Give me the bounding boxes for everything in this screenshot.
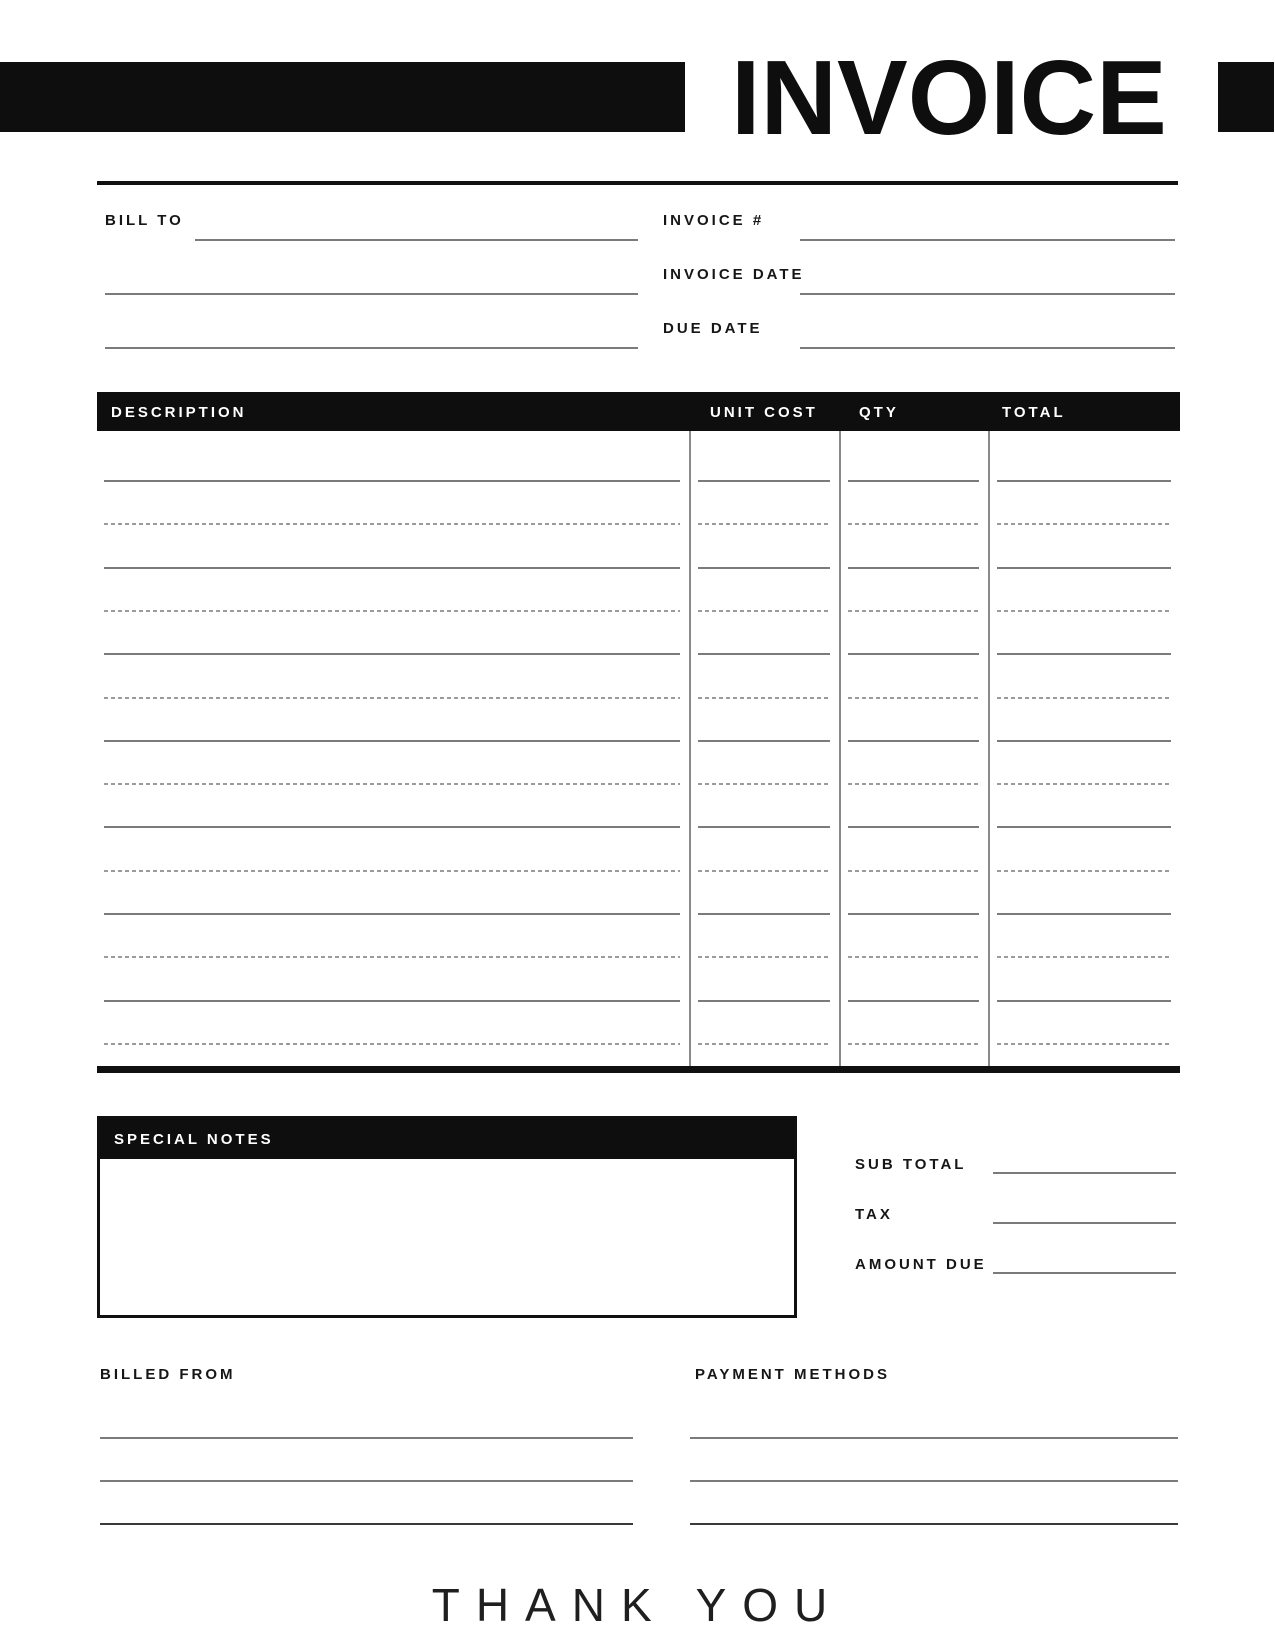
item-row-subline[interactable] (997, 610, 1171, 612)
invoice-date-line[interactable] (800, 293, 1175, 295)
items-column-0 (97, 431, 689, 1066)
item-row-subline[interactable] (698, 956, 830, 958)
payment-methods-line-2[interactable] (690, 1480, 1178, 1482)
due-date-label: DUE DATE (663, 320, 763, 337)
item-row-line[interactable] (104, 740, 680, 742)
item-row-subline[interactable] (104, 523, 680, 525)
item-row-line[interactable] (104, 480, 680, 482)
item-row-line[interactable] (848, 567, 979, 569)
column-header-unit-cost: UNIT COST (710, 404, 818, 421)
item-row-subline[interactable] (698, 870, 830, 872)
item-row-line[interactable] (997, 567, 1171, 569)
item-row-subline[interactable] (848, 523, 979, 525)
item-row-subline[interactable] (848, 1043, 979, 1045)
item-row-subline[interactable] (698, 523, 830, 525)
item-row-subline[interactable] (698, 1043, 830, 1045)
item-row-subline[interactable] (848, 610, 979, 612)
item-row-line[interactable] (698, 1000, 830, 1002)
thank-you-message: THANK YOU (431, 1579, 844, 1631)
item-row-line[interactable] (104, 653, 680, 655)
item-row-subline[interactable] (104, 697, 680, 699)
item-row-subline[interactable] (848, 697, 979, 699)
item-row-subline[interactable] (997, 956, 1171, 958)
invoice-date-label: INVOICE DATE (663, 266, 805, 283)
special-notes-box (97, 1116, 797, 1318)
bill-to-line-2[interactable] (105, 293, 638, 295)
item-row-subline[interactable] (997, 870, 1171, 872)
item-row-subline[interactable] (848, 956, 979, 958)
items-table-header (97, 392, 1180, 431)
item-row-line[interactable] (997, 1000, 1171, 1002)
sub-total-label: SUB TOTAL (855, 1156, 967, 1173)
item-row-subline[interactable] (104, 870, 680, 872)
item-row-line[interactable] (104, 567, 680, 569)
item-row-line[interactable] (997, 740, 1171, 742)
tax-line[interactable] (993, 1222, 1176, 1224)
item-row-subline[interactable] (104, 1043, 680, 1045)
payment-methods-line-1[interactable] (690, 1437, 1178, 1439)
invoice-number-label: INVOICE # (663, 212, 765, 229)
billed-from-line-3[interactable] (100, 1523, 633, 1525)
payment-methods-label: PAYMENT METHODS (695, 1366, 891, 1383)
special-notes-input-area[interactable] (100, 1159, 794, 1315)
page-title: INVOICE (731, 39, 1167, 157)
item-row-line[interactable] (104, 1000, 680, 1002)
item-row-subline[interactable] (104, 610, 680, 612)
item-row-subline[interactable] (104, 783, 680, 785)
item-row-line[interactable] (997, 653, 1171, 655)
column-header-qty: QTY (859, 404, 899, 421)
item-row-line[interactable] (698, 653, 830, 655)
items-column-1 (691, 431, 839, 1066)
item-row-line[interactable] (698, 913, 830, 915)
item-row-line[interactable] (698, 826, 830, 828)
due-date-line[interactable] (800, 347, 1175, 349)
item-row-line[interactable] (848, 826, 979, 828)
item-row-subline[interactable] (104, 956, 680, 958)
column-header-description: DESCRIPTION (111, 404, 247, 421)
item-row-line[interactable] (104, 913, 680, 915)
item-row-subline[interactable] (848, 870, 979, 872)
special-notes-header-bar (100, 1119, 794, 1159)
items-table-body (97, 431, 1180, 1073)
item-row-subline[interactable] (698, 697, 830, 699)
tax-label: TAX (855, 1206, 893, 1223)
item-row-line[interactable] (104, 826, 680, 828)
item-row-line[interactable] (698, 480, 830, 482)
item-row-line[interactable] (848, 913, 979, 915)
item-row-subline[interactable] (698, 610, 830, 612)
item-row-line[interactable] (848, 1000, 979, 1002)
header-black-bar (0, 62, 685, 132)
item-row-line[interactable] (848, 653, 979, 655)
special-notes-label: SPECIAL NOTES (114, 1131, 274, 1148)
item-row-line[interactable] (848, 480, 979, 482)
item-row-subline[interactable] (698, 783, 830, 785)
column-header-total: TOTAL (1002, 404, 1066, 421)
bill-to-line-1[interactable] (195, 239, 638, 241)
sub-total-line[interactable] (993, 1172, 1176, 1174)
items-column-2 (841, 431, 988, 1066)
item-row-subline[interactable] (997, 697, 1171, 699)
item-row-line[interactable] (997, 826, 1171, 828)
item-row-subline[interactable] (997, 783, 1171, 785)
item-row-line[interactable] (698, 740, 830, 742)
item-row-subline[interactable] (997, 1043, 1171, 1045)
top-rule-divider (97, 181, 1178, 185)
billed-from-line-1[interactable] (100, 1437, 633, 1439)
billed-from-line-2[interactable] (100, 1480, 633, 1482)
item-row-line[interactable] (848, 740, 979, 742)
amount-due-label: AMOUNT DUE (855, 1256, 987, 1273)
bill-to-line-3[interactable] (105, 347, 638, 349)
item-row-line[interactable] (997, 480, 1171, 482)
item-row-line[interactable] (698, 567, 830, 569)
item-row-line[interactable] (997, 913, 1171, 915)
bill-to-label: BILL TO (105, 212, 184, 229)
payment-methods-line-3[interactable] (690, 1523, 1178, 1525)
items-column-3 (990, 431, 1180, 1066)
item-row-subline[interactable] (848, 783, 979, 785)
invoice-number-line[interactable] (800, 239, 1175, 241)
billed-from-label: BILLED FROM (100, 1366, 236, 1383)
amount-due-line[interactable] (993, 1272, 1176, 1274)
item-row-subline[interactable] (997, 523, 1171, 525)
header-black-square (1218, 62, 1274, 132)
